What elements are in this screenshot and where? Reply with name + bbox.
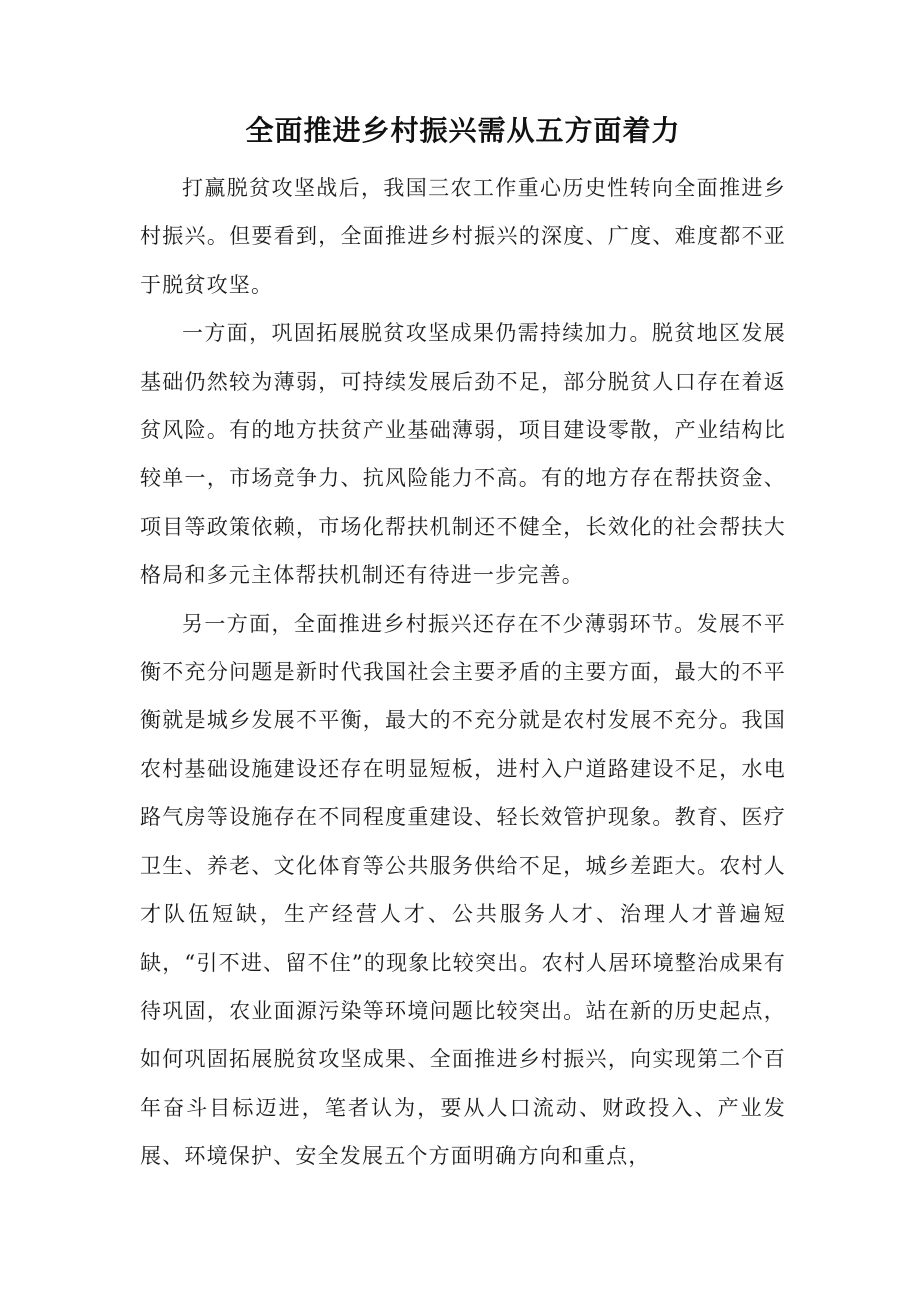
document-body bbox=[140, 164, 786, 1181]
paragraph-second-aspect: 另一方面，全面推进乡村振兴还存在不少薄弱环节。发展不平衡不充分问题是新时代我国社会主要矛盾的主要方面，最大的不平衡就是城乡发展不平衡，最大的不充分就是农村发展不充分。我国农村基础设施建设还存在明显短板，进村入户道路建设不足，水电路气房等设施存在不同程度重建设、轻长效管护现象。教育、医疗卫生、养老、文化体育等公共服务供给不足，城乡差距大。农村人才队伍短缺，生产经营人才、公共服务人才、治理人才普遍短缺，“引不进、留不住”的现象比较突出。农村人居环境整治成果有待巩固，农业面源污染等环境问题比较突出。站在新的历史起点，如何巩固拓展脱贫攻坚成果、全面推进乡村振兴，向实现第二个百年奋斗目标迈进，笔者认为，要从人口流动、财政投入、产业发展、环境保护、安全发展五个方面明确方向和重点， bbox=[140, 611, 786, 1169]
paragraph-first-aspect: 一方面，巩固拓展脱贫攻坚成果仍需持续加力。脱贫地区发展基础仍然较为薄弱，可持续发展后劲不足，部分脱贫人口存在着返贫风险。有的地方扶贫产业基础薄弱，项目建设零散，产业结构比较单一，市场竞争力、抗风险能力不高。有的地方存在帮扶资金、项目等政策依赖，市场化帮扶机制还不健全，长效化的社会帮扶大格局和多元主体帮扶机制还有待进一步完善。 bbox=[140, 321, 786, 588]
document-page bbox=[140, 0, 786, 1181]
paragraph-intro: 打赢脱贫攻坚战后，我国三农工作重心历史性转向全面推进乡村振兴。但要看到，全面推进乡村振兴的深度、广度、难度都不亚于脱贫攻坚。 bbox=[140, 176, 786, 297]
document-title: 全面推进乡村振兴需从五方面着力 bbox=[245, 114, 681, 147]
